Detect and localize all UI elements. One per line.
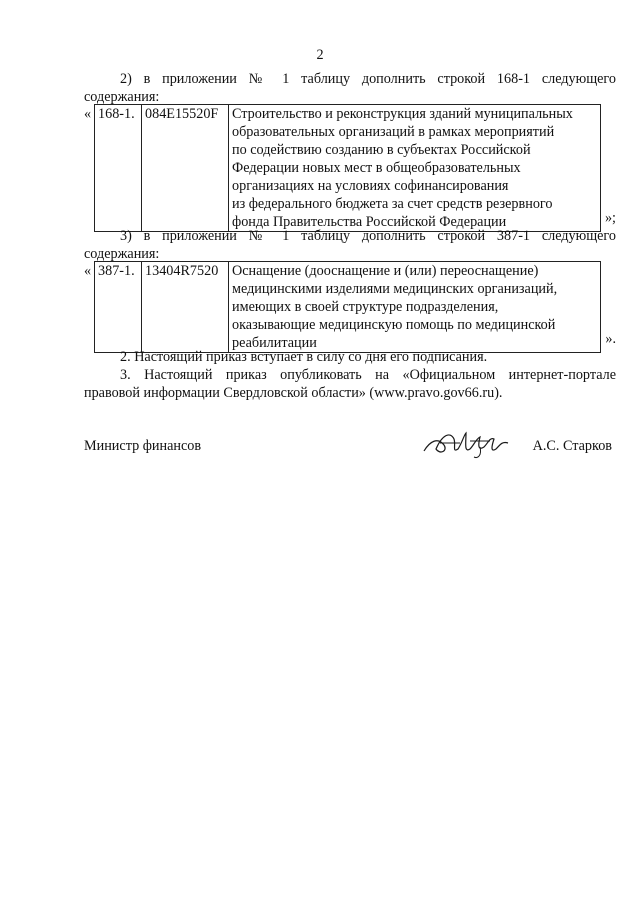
amendment-item-2 [84,70,616,106]
order-point-2-text: 2. Настоящий приказ вступает в силу со дня его подписания. [120,349,488,365]
amendment-item-3-line1: 3) в приложении № 1 таблицу дополнить строкой 387-1 следующего [120,228,616,244]
signature-block [84,435,616,465]
table-row-387-1-block [84,261,616,351]
opening-quote: « [84,263,92,279]
amendment-item-3 [84,227,616,263]
page-number: 2 [316,47,324,63]
closing-quote: »; [604,210,616,226]
signatory-title: Министр финансов [84,438,202,454]
order-point-3-line2: правовой информации Свердловской области» (www.pravo.gov66.ru). [84,385,503,401]
handwritten-signature [420,425,512,465]
row-number-cell: 387-1. [95,262,142,353]
order-point-3 [84,366,616,402]
order-point-3-line1: 3. Настоящий приказ опубликовать на «Официальном интернет-портале [120,367,616,383]
table-row-168-1-block [84,104,616,230]
description-cell: Строительство и реконструкция зданий муниципальных образовательных организаций в рамках мероприятий по содействию созданию в субъектах Российской Федерации новых мест в общеобразовательных организациях на условиях софинансирования из федерального бюджета за счет средств резервного фонда Правительства Российской Федерации [229,105,601,232]
signatory-name: А.С. Старков [532,438,612,454]
table-row-168-1 [94,104,601,232]
opening-quote: « [84,106,92,122]
amendment-item-2-line1: 2) в приложении № 1 таблицу дополнить строкой 168-1 следующего [120,71,616,87]
row-number-cell: 168-1. [95,105,142,232]
closing-quote: ». [605,331,616,347]
amendment-item-2-line2: содержания: [84,89,160,105]
amendment-item-3-line2: содержания: [84,246,160,262]
table-row-387-1 [94,261,601,353]
order-point-2 [84,348,616,366]
budget-code-cell: 084E15520F [142,105,229,232]
description-cell: Оснащение (дооснащение и (или) переоснащение) медицинскими изделиями медицинских организаций, имеющих в своей структуре подразделения, оказывающие медицинскую помощь по медицинской реабилитации [229,262,601,353]
budget-code-cell: 13404R7520 [142,262,229,353]
